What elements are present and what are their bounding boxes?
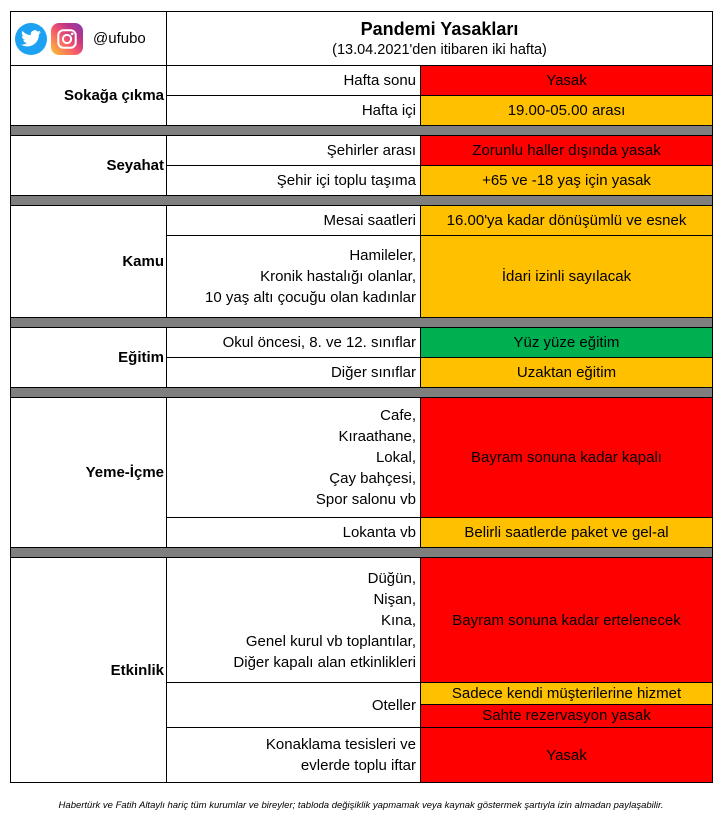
status-cell: Bayram sonuna kadar ertelenecek: [421, 558, 713, 683]
status-cell: 16.00'ya kadar dönüşümlü ve esnek: [421, 206, 713, 236]
condition-cell: Hafta içi: [167, 96, 421, 126]
twitter-icon[interactable]: [15, 23, 47, 55]
section-separator: [11, 126, 713, 136]
title-cell: [167, 12, 713, 66]
restrictions-table: [10, 11, 713, 783]
status-cell: Yasak: [421, 728, 713, 783]
condition-line: Genel kurul vb toplantılar,: [245, 632, 416, 650]
status-cell: Belirli saatlerde paket ve gel-al: [421, 518, 713, 548]
table-row: [11, 66, 713, 96]
condition-line: Hamileler,: [349, 247, 416, 264]
section-separator: [11, 388, 713, 398]
condition-cell: [167, 398, 421, 518]
condition-cell: [167, 558, 421, 683]
condition-cell: Şehirler arası: [167, 136, 421, 166]
condition-cell: Oteller: [167, 683, 421, 728]
status-cell-split: [421, 683, 713, 728]
category-label: Sokağa çıkma: [11, 66, 167, 126]
condition-cell: Şehir içi toplu taşıma: [167, 166, 421, 196]
status-cell: 19.00-05.00 arası: [421, 96, 713, 126]
table-row: [11, 558, 713, 683]
condition-line: Spor salonu vb: [315, 491, 416, 508]
social-handle: @ufubo: [93, 30, 146, 47]
condition-cell: Hafta sonu: [167, 66, 421, 96]
table-row: [11, 136, 713, 166]
condition-cell: [167, 728, 421, 783]
condition-cell: Mesai saatleri: [167, 206, 421, 236]
status-line: Sahte rezervasyon yasak: [421, 705, 712, 727]
condition-cell: Lokanta vb: [167, 518, 421, 548]
status-cell: +65 ve -18 yaş için yasak: [421, 166, 713, 196]
condition-line: Düğün,: [367, 569, 416, 587]
condition-line: Konaklama tesisleri ve: [265, 736, 416, 753]
status-cell: Yasak: [421, 66, 713, 96]
footer-note: Habertürk ve Fatih Altaylı hariç tüm kurumlar ve bireyler; tabloda değişiklik yapmamak veya kaynak göstermek şartıyla izin almadan paylaşabilir.: [58, 800, 664, 811]
status-cell: Bayram sonuna kadar kapalı: [421, 398, 713, 518]
category-label: Eğitim: [11, 328, 167, 388]
section-separator: [11, 548, 713, 558]
section-separator: [11, 318, 713, 328]
condition-line: Kronik hastalığı olanlar,: [260, 268, 416, 285]
table-row: [11, 398, 713, 518]
status-cell: Zorunlu haller dışında yasak: [421, 136, 713, 166]
status-cell: Yüz yüze eğitim: [421, 328, 713, 358]
condition-line: Nişan,: [373, 590, 416, 608]
condition-line: Kına,: [380, 611, 416, 629]
category-label: Seyahat: [11, 136, 167, 196]
condition-cell: Okul öncesi, 8. ve 12. sınıflar: [167, 328, 421, 358]
status-cell: İdari izinli sayılacak: [421, 236, 713, 318]
header-row: [11, 12, 713, 66]
condition-line: evlerde toplu iftar: [300, 757, 416, 774]
sheet-background: [712, 0, 724, 830]
condition-line: Lokal,: [375, 449, 416, 466]
section-separator: [11, 196, 713, 206]
page-title: Pandemi Yasakları: [360, 18, 519, 39]
condition-cell: Diğer sınıflar: [167, 358, 421, 388]
condition-cell: [167, 236, 421, 318]
condition-line: Kıraathane,: [338, 428, 416, 445]
page-subtitle: (13.04.2021'den itibaren iki hafta): [332, 41, 547, 58]
condition-line: Diğer kapalı alan etkinlikleri: [233, 653, 416, 671]
social-cell: [11, 12, 167, 66]
condition-line: 10 yaş altı çocuğu olan kadınlar: [205, 289, 416, 306]
category-label: Kamu: [11, 206, 167, 318]
condition-line: Çay bahçesi,: [329, 470, 416, 487]
instagram-icon[interactable]: [51, 23, 83, 55]
condition-line: Cafe,: [380, 407, 416, 424]
table-row: [11, 328, 713, 358]
category-label: Yeme-İçme: [11, 398, 167, 548]
category-label: Etkinlik: [11, 558, 167, 783]
table-row: [11, 206, 713, 236]
status-cell: Uzaktan eğitim: [421, 358, 713, 388]
status-line: Sadece kendi müşterilerine hizmet: [421, 683, 712, 705]
